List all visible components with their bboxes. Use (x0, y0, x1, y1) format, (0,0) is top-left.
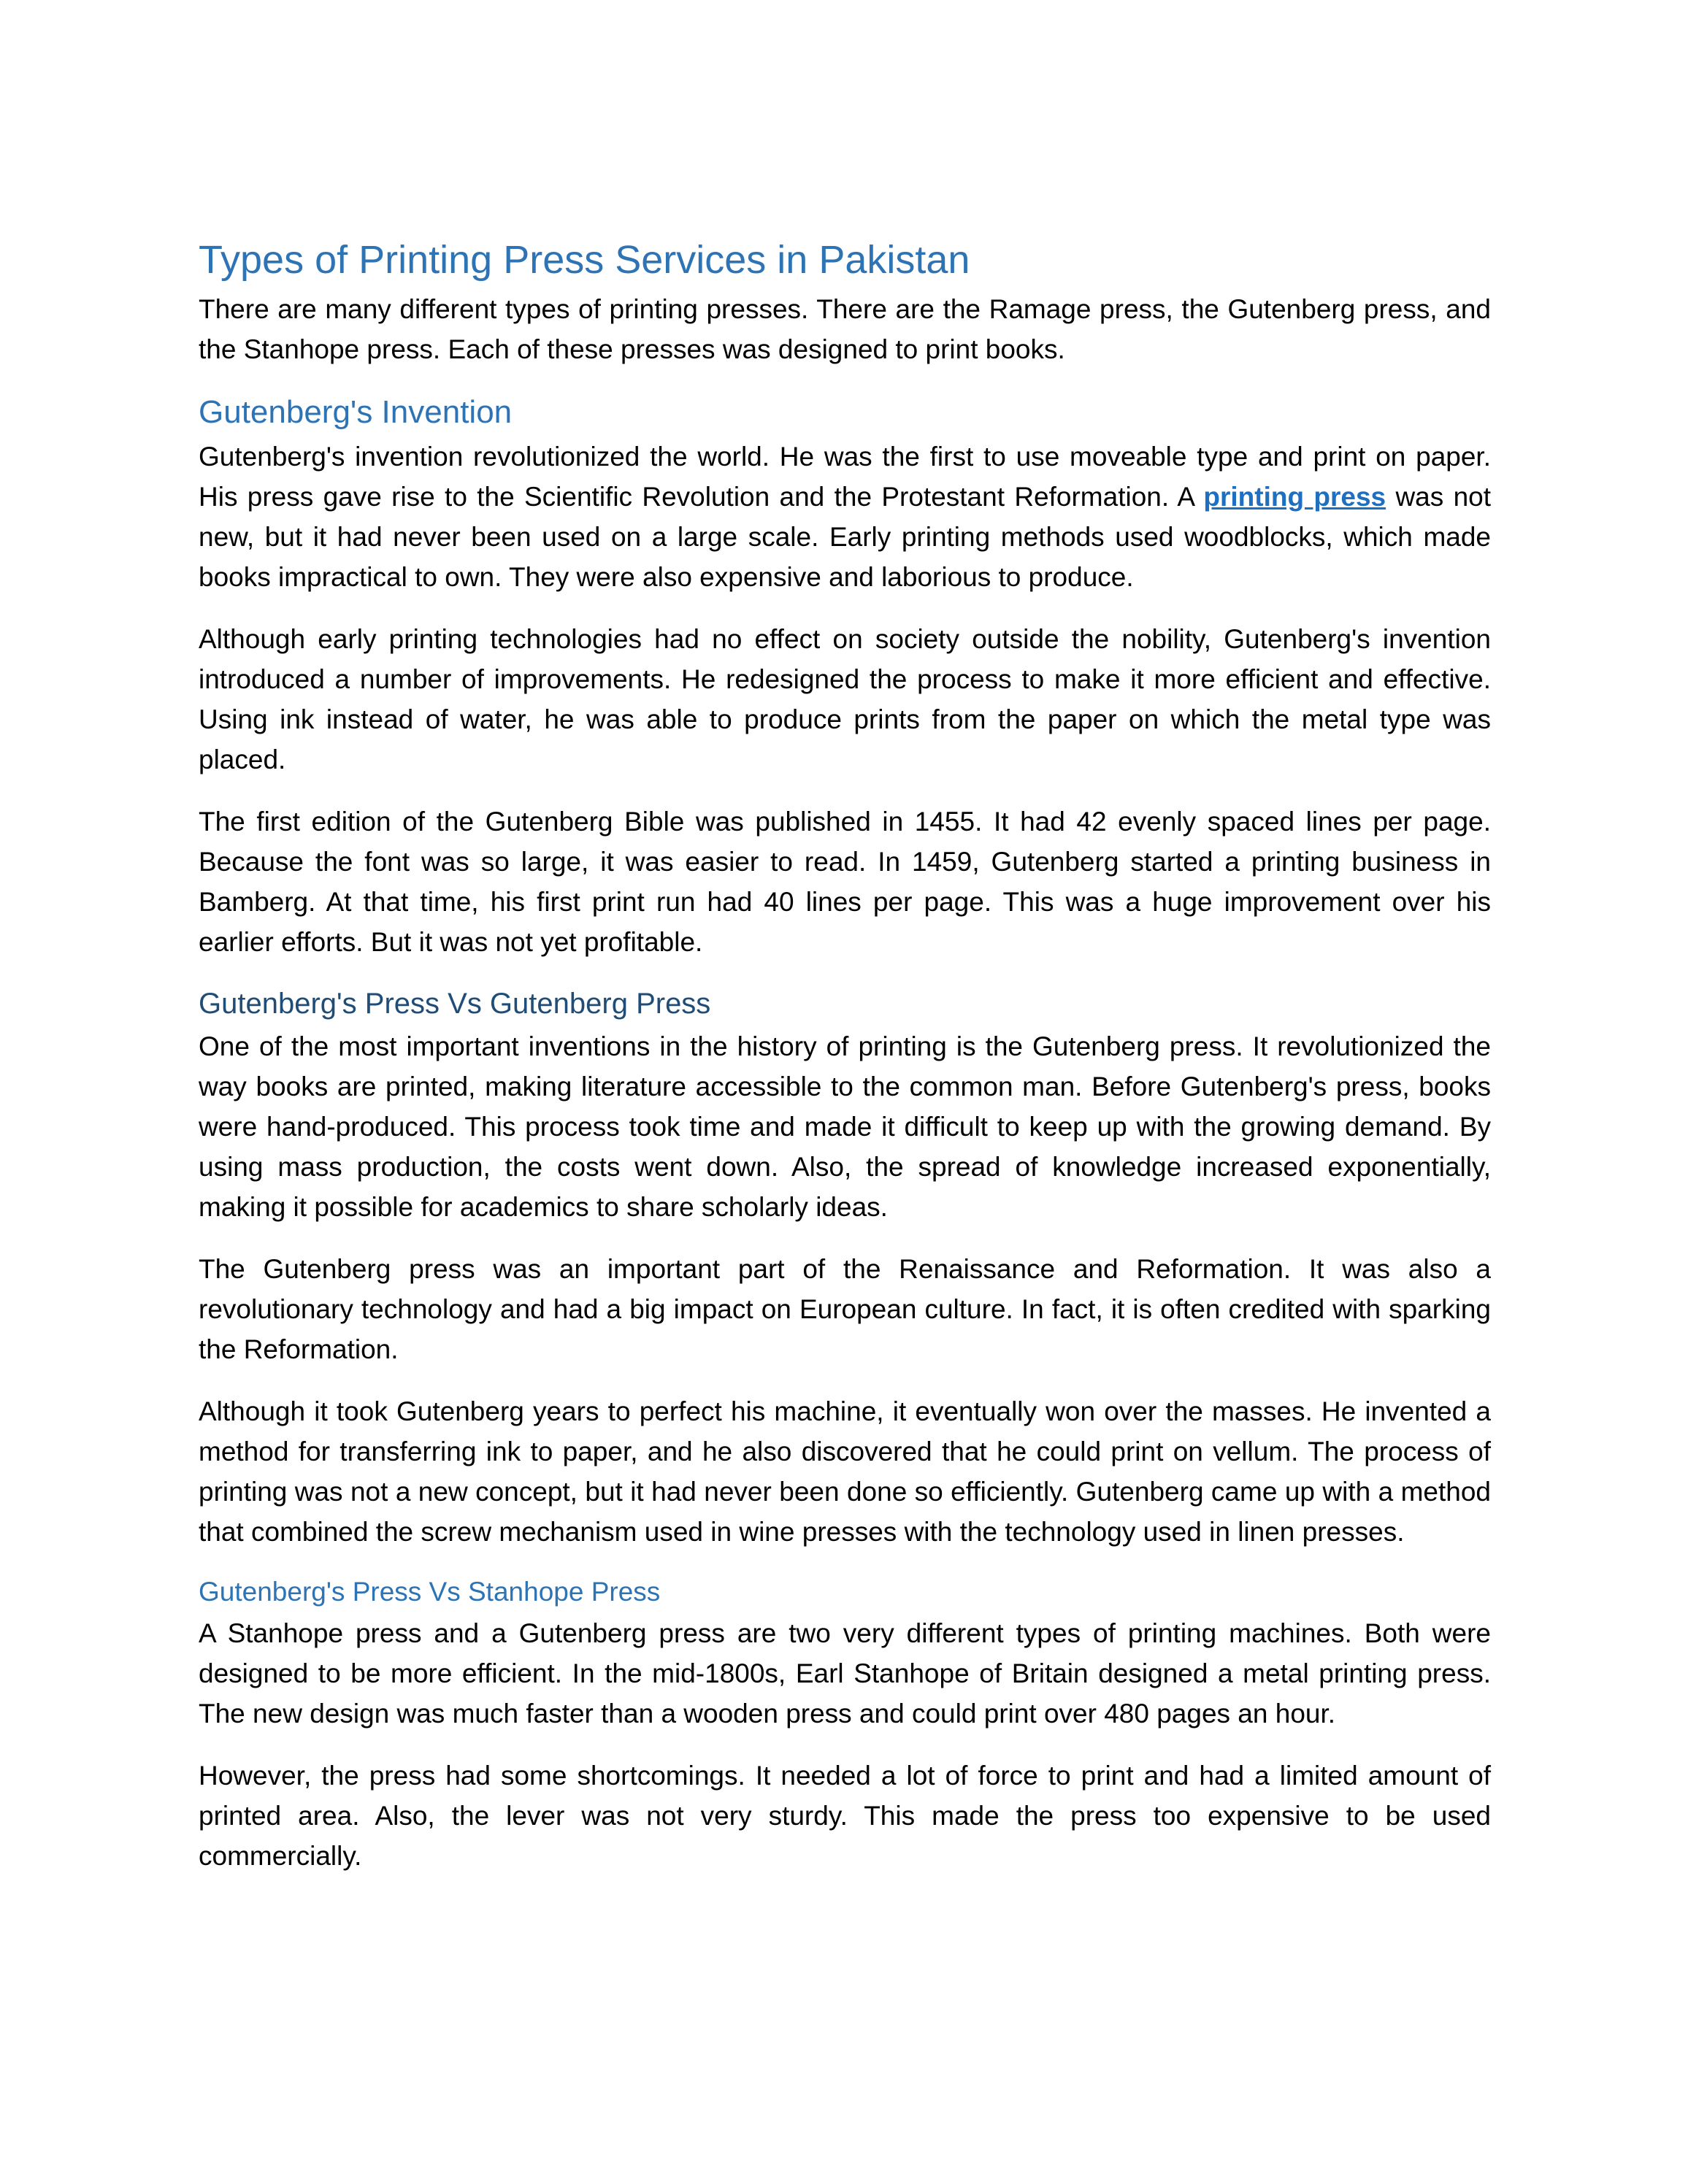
invention-paragraph-1-text-start: Gutenberg's invention revolutionized the world. He was the first to use moveable type and print on paper. His press gave rise to the Scientific Revolution and the Protestant Reformation. A (199, 442, 1491, 512)
section-heading-press-vs-stanhope-press: Gutenberg's Press Vs Stanhope Press (199, 1577, 661, 1607)
intro-paragraph: There are many different types of printing presses. There are the Ramage press, the Gutenberg press, and the Stanhope press. Each of these presses was designed to print books. (199, 294, 1491, 364)
page-title: Types of Printing Press Services in Pakistan (199, 238, 970, 282)
document-page (199, 234, 1491, 1898)
section-heading-press-vs-gutenberg-press: Gutenberg's Press Vs Gutenberg Press (199, 988, 711, 1020)
invention-paragraph-1 (199, 437, 1491, 597)
press-comparison-paragraph-2: The Gutenberg press was an important part of the Renaissance and Reformation. It was also a revolutionary technology and had a big impact on European culture. In fact, it is often credited with sparking the Reformation. (199, 1254, 1491, 1364)
invention-paragraph-1-text-end: was not new, but it had never been used on a large scale. Early printing methods used woodblocks, which made books impractical to own. They were also expensive and laborious to produce. (199, 482, 1492, 592)
section-heading-gutenbergs-invention: Gutenberg's Invention (199, 394, 513, 430)
stanhope-paragraph-2: However, the press had some shortcomings. It needed a lot of force to print and had a limited amount of printed area. Also, the lever was not very sturdy. This made the press too expensive to be used commercially. (199, 1761, 1491, 1871)
invention-paragraph-2: Although early printing technologies had no effect on society outside the nobility, Gutenberg's invention introduced a number of improvements. He redesigned the process to make it more efficient and effective. Using ink instead of water, he was able to produce prints from the paper on which the metal type was placed. (199, 624, 1491, 774)
invention-paragraph-3: The first edition of the Gutenberg Bible was published in 1455. It had 42 evenly spaced lines per page. Because the font was so large, it was easier to read. In 1459, Gutenberg started a printing business in Bamberg. At that time, his first print run had 40 lines per page. This was a huge improvement over his earlier efforts. But it was not yet profitable. (199, 807, 1491, 957)
stanhope-paragraph-1: A Stanhope press and a Gutenberg press are two very different types of printing machines. Both were designed to be more efficient. In the mid-1800s, Earl Stanhope of Britain designed a metal printing press. The new design was much faster than a wooden press and could print over 480 pages an hour. (199, 1618, 1491, 1729)
press-comparison-paragraph-1: One of the most important inventions in the history of printing is the Gutenberg press. It revolutionized the way books are printed, making literature accessible to the common man. Before Gutenberg's press, books were hand-produced. This process took time and made it difficult to keep up with the growing demand. By using mass production, the costs went down. Also, the spread of knowledge increased exponentially, making it possible for academics to share scholarly ideas. (199, 1031, 1491, 1222)
printing-press-link[interactable]: printing press (1203, 482, 1386, 512)
press-comparison-paragraph-3: Although it took Gutenberg years to perfect his machine, it eventually won over the masses. He invented a method for transferring ink to paper, and he also discovered that he could print on vellum. The process of printing was not a new concept, but it had never been done so efficiently. Gutenberg came up with a method that combined the screw mechanism used in wine presses with the technology used in linen presses. (199, 1396, 1491, 1547)
